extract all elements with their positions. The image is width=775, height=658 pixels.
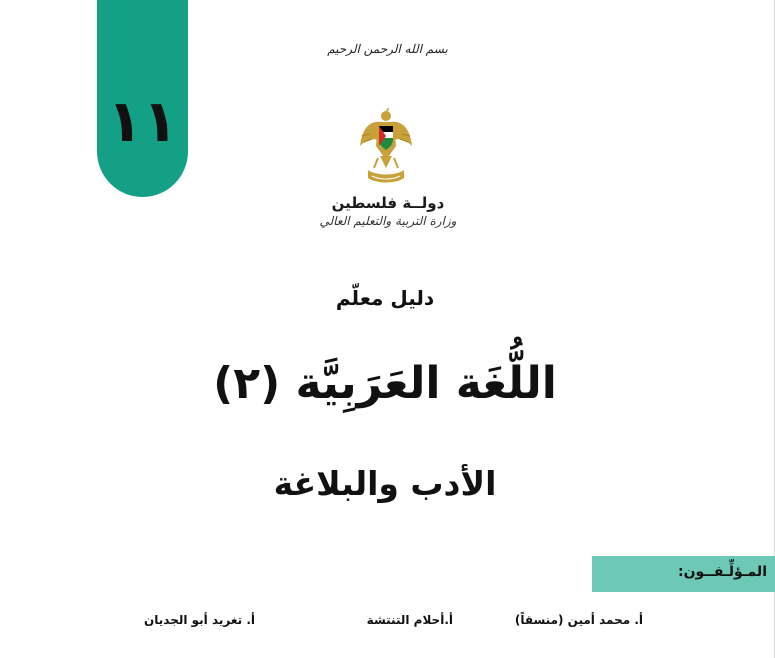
author-name: أ. تغريد أبو الجديان: [144, 613, 255, 627]
basmala: بسم الله الرحمن الرحيم: [327, 42, 448, 56]
book-title: اللُّغَة العَرَبِيَّة (٢): [213, 358, 557, 409]
book-subtitle: الأدب والبلاغة: [273, 464, 497, 503]
guide-label: دليل معلّم: [335, 286, 435, 310]
eagle-emblem-icon: [358, 106, 414, 190]
grade-number: ١١: [107, 87, 178, 155]
author-name: أ. محمد أمين (منسقاً): [514, 613, 643, 627]
author-name: أ.أحلام التنتشة: [366, 613, 453, 627]
state-name: دولــة فلسطين: [331, 194, 445, 212]
authors-heading: المـؤلِّـفــون:: [677, 564, 767, 580]
ministry-name: وزارة التربية والتعليم العالي: [319, 214, 457, 228]
